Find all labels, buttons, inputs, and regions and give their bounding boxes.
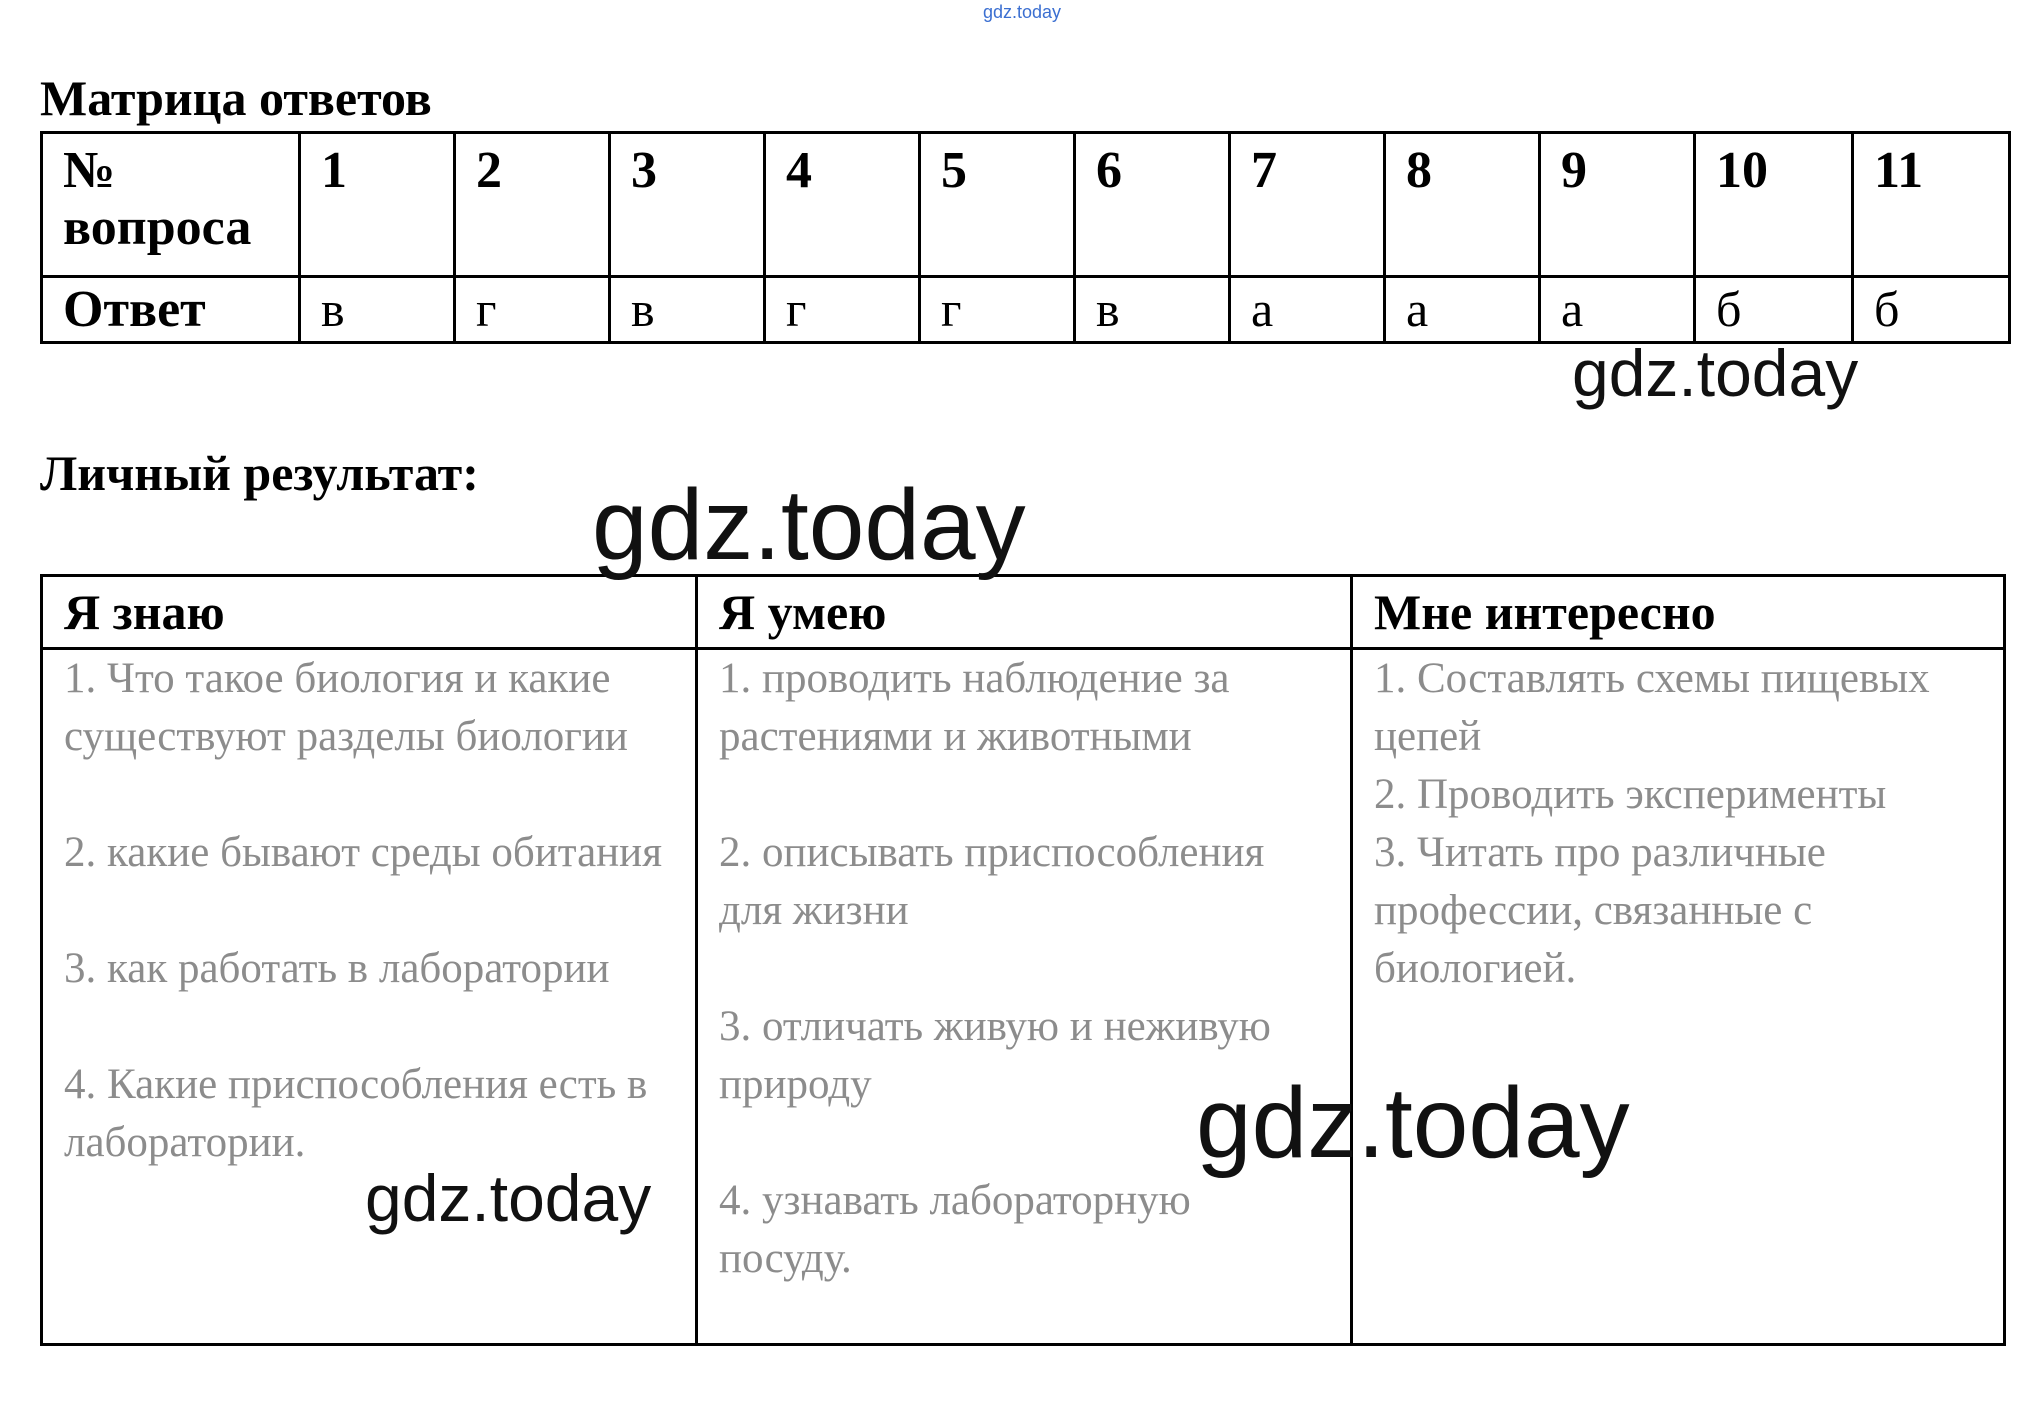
question-number-cell: 10 xyxy=(1695,133,1853,277)
answer-header: Ответ xyxy=(42,277,300,343)
column-header-can: Я умею xyxy=(697,576,1352,649)
personal-result-table xyxy=(40,574,2006,1346)
list-item: 4. узнавать лабораторную посуду. xyxy=(719,1177,1191,1282)
question-number-cell: 5 xyxy=(920,133,1075,277)
question-number-cell: 6 xyxy=(1075,133,1230,277)
question-number-cell: 11 xyxy=(1853,133,2010,277)
interested-column xyxy=(1352,649,2005,1345)
watermark: gdz.today xyxy=(1572,336,1859,410)
list-item: 1. Составлять схемы пищевых цепей xyxy=(1374,655,1930,760)
answer-matrix-table xyxy=(40,131,2011,344)
watermark: gdz.today xyxy=(1196,1067,1630,1179)
question-number-cell: 1 xyxy=(300,133,455,277)
watermark: gdz.today xyxy=(365,1161,652,1235)
answer-cell: б xyxy=(1853,277,2010,343)
list-item: 1. проводить наблюдение за растениями и животными xyxy=(719,655,1230,760)
top-watermark: gdz.today xyxy=(983,2,1062,22)
column-header-interested: Мне интересно xyxy=(1352,576,2005,649)
list-item: 4. Какие приспособления есть в лаборатории. xyxy=(64,1061,648,1166)
result-header-row xyxy=(42,576,2005,649)
question-number-cell: 8 xyxy=(1385,133,1540,277)
watermark: gdz.today xyxy=(592,469,1026,581)
know-column xyxy=(42,649,697,1345)
answer-row xyxy=(42,277,2010,343)
list-item: 3. Читать про различные профессии, связанные с биологией. xyxy=(1374,829,1826,992)
can-column xyxy=(697,649,1352,1345)
question-number-cell: 2 xyxy=(455,133,610,277)
question-number-cell: 9 xyxy=(1540,133,1695,277)
question-number-cell: 7 xyxy=(1230,133,1385,277)
answer-cell: в xyxy=(610,277,765,343)
list-item: 3. как работать в лаборатории xyxy=(64,945,610,992)
question-number-cell: 4 xyxy=(765,133,920,277)
list-item: 2. описывать приспособления для жизни xyxy=(719,829,1265,934)
list-item: 2. Проводить эксперименты xyxy=(1374,771,1887,818)
list-item: 1. Что такое биология и какие существуют разделы биологии xyxy=(64,655,628,760)
list-item: 3. отличать живую и неживую природу xyxy=(719,1003,1271,1108)
personal-result-title: Личный результат: xyxy=(40,445,479,501)
answer-cell: б xyxy=(1695,277,1853,343)
answer-cell: г xyxy=(765,277,920,343)
answer-cell: в xyxy=(300,277,455,343)
list-item: 2. какие бывают среды обитания xyxy=(64,829,662,876)
answer-cell: в xyxy=(1075,277,1230,343)
answer-cell: а xyxy=(1230,277,1385,343)
question-number-cell: 3 xyxy=(610,133,765,277)
answer-cell: г xyxy=(920,277,1075,343)
result-body-row xyxy=(42,649,2005,1345)
answer-matrix-title: Матрица ответов xyxy=(40,70,432,126)
question-number-row xyxy=(42,133,2010,277)
answer-cell: а xyxy=(1540,277,1695,343)
column-header-know: Я знаю xyxy=(42,576,697,649)
question-number-header: № вопроса xyxy=(42,133,300,277)
answer-cell: г xyxy=(455,277,610,343)
answer-cell: а xyxy=(1385,277,1540,343)
